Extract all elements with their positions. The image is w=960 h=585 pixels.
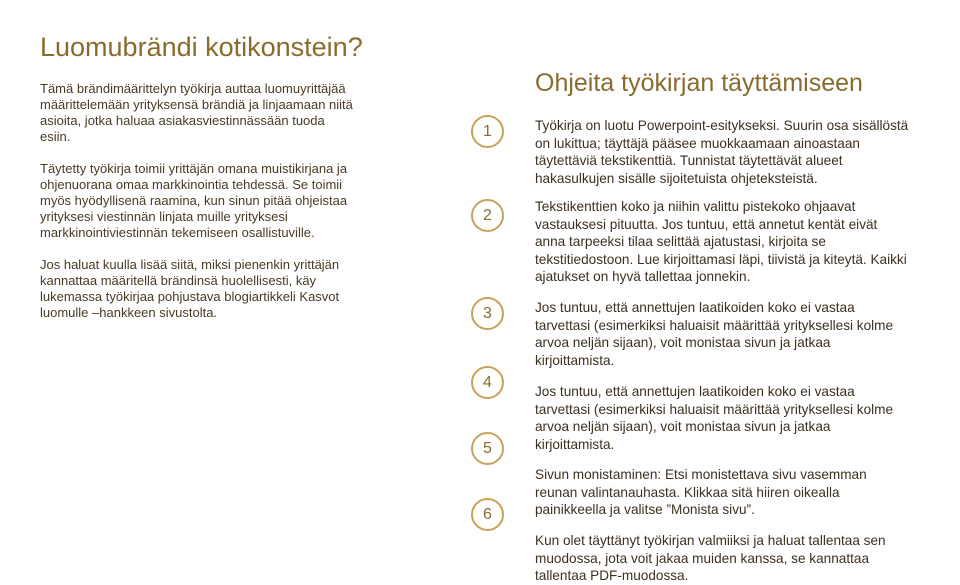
step-4-text: Jos tuntuu, että annettujen laatikoiden koko ei vastaa tarvettasi (esimerkiksi haluaisit määrittää yrityksellesi kolme arvoa neljän sijaan), voit monistaa sivun ja jatkaa kirjoittamista. (535, 384, 894, 452)
step-2-circle: 2 (471, 199, 504, 232)
intro-paragraph-2: Täytetty työkirja toimii yrittäjän omana muistikirjana ja ohjenuorana omaa markkinointia tehdessä. Se toimii myös hyödyllisenä raamina, kun sinun pitää ohjeistaa yrityksesi viestinnän linjata muille yrityksesi markkinointiviestinnän tekemiseen osallistuville. (40, 161, 348, 240)
step-1-circle: 1 (471, 115, 504, 148)
step-3-text: Jos tuntuu, että annettujen laatikoiden koko ei vastaa tarvettasi (esimerkiksi haluaisit määrittää yrityksellesi kolme arvoa neljän sijaan), voit monistaa sivun ja jatkaa kirjoittamista. (535, 300, 894, 368)
intro-paragraph-3: Jos haluat kuulla lisää siitä, miksi pienenkin yrittäjän kannattaa määritellä brändinsä huolellisesti, käy lukemassa työkirjaa pohjustava blogiartikkeli Kasvot luomulle –hankkeen sivustolta. (40, 257, 340, 320)
step-2-text: Tekstikenttien koko ja niihin valittu pistekoko ohjaavat vastauksesi pituutta. Jos tuntuu, että annetut kentät eivät anna tarpeeksi tilaa selittää ajatustasi, kirjoita se tekstitiedostoon. Lue kirjoittamasi läpi, tiivistä ja kiteytä. Kaikki ajatukset on hyvä tallettaa jonnekin. (535, 199, 907, 285)
instructions-title: Ohjeita työkirjan täyttämiseen (535, 69, 863, 97)
step-6-circle: 6 (471, 498, 504, 531)
page-title: Luomubrändi kotikonstein? (40, 32, 363, 62)
step-5-circle: 5 (471, 432, 504, 465)
step-3-circle: 3 (471, 297, 504, 330)
step-1-text: Työkirja on luotu Powerpoint-esitykseksi. Suurin osa sisällöstä on lukittua; täyttäjä pääsee muokkaamaan ainoastaan täytettäviä tekstikenttiä. Tunnistat täytettävät alueet hakasulkujen sisälle sijoitetuista ohjeteksteistä. (535, 118, 909, 186)
intro-paragraph-1: Tämä brändimäärittelyn työkirja auttaa luomuyrittäjää määrittelemään yrityksensä brändiä ja linjaamaan niitä asioita, jotka haluaa asiakasviestinnässään tuoda esiin. (40, 81, 353, 144)
intro-text (40, 81, 358, 337)
step-5-text: Sivun monistaminen: Etsi monistettava sivu vasemman reunan valintanauhasta. Klikkaa sitä hiiren oikealla painikkeella ja valitse ”Monista sivu”. (535, 467, 867, 518)
step-6-text: Kun olet täyttänyt työkirjan valmiiksi ja haluat tallentaa sen muodossa, jota voit jakaa muiden kanssa, se kannattaa tallentaa PDF-muodossa. (535, 533, 886, 584)
step-4-circle: 4 (471, 366, 504, 399)
